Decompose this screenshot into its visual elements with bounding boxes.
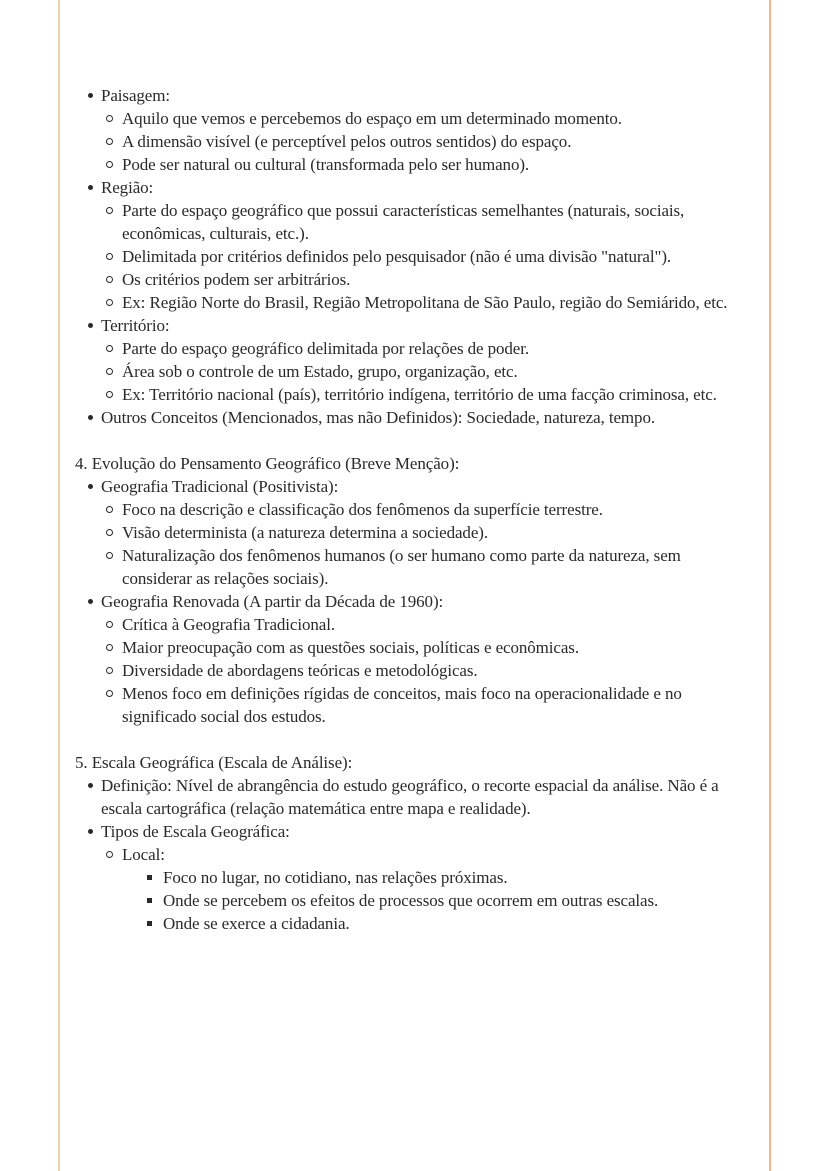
circle-bullet-icon [106, 613, 122, 628]
list-item-text: Parte do espaço geográfico delimitada por relações de poder. [122, 339, 530, 358]
list-item-text: Paisagem: [101, 86, 170, 105]
list-item-text: Ex: Região Norte do Brasil, Região Metropolitana de São Paulo, região do Semiárido, etc. [122, 293, 728, 312]
disc-bullet-icon [88, 314, 101, 328]
list-item [75, 199, 751, 245]
list-item-text: Delimitada por critérios definidos pelo pesquisador (não é uma divisão "natural"). [122, 247, 672, 266]
circle-bullet-icon [106, 130, 122, 145]
circle-bullet-icon [106, 636, 122, 651]
circle-bullet-icon [106, 383, 122, 398]
list-item-text: Região: [101, 178, 154, 197]
list-item-text: Crítica à Geografia Tradicional. [122, 615, 336, 634]
list-item-text: Território: [101, 316, 170, 335]
list-item-text: Pode ser natural ou cultural (transformada pelo ser humano). [122, 155, 530, 174]
list-item [75, 268, 751, 291]
circle-bullet-icon [106, 521, 122, 536]
list-item-text: Geografia Tradicional (Positivista): [101, 477, 339, 496]
list-item [75, 383, 751, 406]
list-item [75, 314, 751, 337]
circle-bullet-icon [106, 245, 122, 260]
circle-bullet-icon [106, 199, 122, 214]
circle-bullet-icon [106, 659, 122, 674]
list-item [75, 820, 751, 843]
list-item-text: Parte do espaço geográfico que possui características semelhantes (naturais, sociais, econômicas, culturais, etc.). [122, 201, 685, 243]
list-item-text: Foco na descrição e classificação dos fenômenos da superfície terrestre. [122, 500, 603, 519]
list-item [75, 337, 751, 360]
list-item [75, 84, 751, 107]
circle-bullet-icon [106, 544, 122, 559]
circle-bullet-icon [106, 843, 122, 858]
list-item [75, 475, 751, 498]
right-page-rule [769, 0, 771, 1171]
list-item-text: Visão determinista (a natureza determina a sociedade). [122, 523, 488, 542]
list-item-text: A dimensão visível (e perceptível pelos outros sentidos) do espaço. [122, 132, 572, 151]
list-item [75, 406, 751, 429]
square-bullet-icon [147, 866, 163, 880]
section-heading [75, 452, 751, 475]
circle-bullet-icon [106, 291, 122, 306]
circle-bullet-icon [106, 682, 122, 697]
left-page-rule [58, 0, 60, 1171]
list-item-text: Outros Conceitos (Mencionados, mas não Definidos): Sociedade, natureza, tempo. [101, 408, 655, 427]
section-heading [75, 751, 751, 774]
disc-bullet-icon [88, 820, 101, 834]
list-item [75, 682, 751, 728]
circle-bullet-icon [106, 498, 122, 513]
list-item-text: Onde se exerce a cidadania. [163, 914, 350, 933]
list-item [75, 590, 751, 613]
list-item [75, 659, 751, 682]
list-item [75, 176, 751, 199]
list-item-text: Onde se percebem os efeitos de processos que ocorrem em outras escalas. [163, 891, 659, 910]
list-item [75, 889, 751, 912]
list-item-text: Foco no lugar, no cotidiano, nas relações próximas. [163, 868, 508, 887]
list-item [75, 544, 751, 590]
disc-bullet-icon [88, 176, 101, 190]
disc-bullet-icon [88, 475, 101, 489]
list-item [75, 153, 751, 176]
list-item-text: Naturalização dos fenômenos humanos (o ser humano como parte da natureza, sem considerar as relações sociais). [122, 546, 681, 588]
list-item [75, 613, 751, 636]
list-item-text: Local: [122, 845, 165, 864]
document-body [75, 84, 751, 935]
list-item [75, 866, 751, 889]
list-item [75, 843, 751, 866]
circle-bullet-icon [106, 153, 122, 168]
list-item-text: Os critérios podem ser arbitrários. [122, 270, 351, 289]
list-item [75, 245, 751, 268]
list-item-text: Menos foco em definições rígidas de conceitos, mais foco na operacionalidade e no significado social dos estudos. [122, 684, 682, 726]
square-bullet-icon [147, 912, 163, 926]
disc-bullet-icon [88, 84, 101, 98]
list-item [75, 912, 751, 935]
circle-bullet-icon [106, 268, 122, 283]
section-heading-text: 4. Evolução do Pensamento Geográfico (Breve Menção): [75, 454, 460, 473]
list-item [75, 360, 751, 383]
list-item [75, 107, 751, 130]
circle-bullet-icon [106, 337, 122, 352]
list-item-text: Tipos de Escala Geográfica: [101, 822, 290, 841]
disc-bullet-icon [88, 590, 101, 604]
disc-bullet-icon [88, 774, 101, 788]
list-item-text: Geografia Renovada (A partir da Década de 1960): [101, 592, 444, 611]
disc-bullet-icon [88, 406, 101, 420]
list-item-text: Área sob o controle de um Estado, grupo, organização, etc. [122, 362, 518, 381]
circle-bullet-icon [106, 360, 122, 375]
list-item-text: Diversidade de abordagens teóricas e metodológicas. [122, 661, 478, 680]
list-item [75, 636, 751, 659]
list-item-text: Ex: Território nacional (país), território indígena, território de uma facção criminosa, etc. [122, 385, 717, 404]
list-item [75, 130, 751, 153]
list-item [75, 498, 751, 521]
square-bullet-icon [147, 889, 163, 903]
list-item [75, 291, 751, 314]
list-item-text: Aquilo que vemos e percebemos do espaço em um determinado momento. [122, 109, 622, 128]
section-heading-text: 5. Escala Geográfica (Escala de Análise): [75, 753, 353, 772]
list-item-text: Maior preocupação com as questões sociais, políticas e econômicas. [122, 638, 579, 657]
list-item [75, 521, 751, 544]
circle-bullet-icon [106, 107, 122, 122]
list-item-text: Definição: Nível de abrangência do estudo geográfico, o recorte espacial da análise. Não é a escala cartográfica (relação matemática entre mapa e realidade). [101, 776, 719, 818]
list-item [75, 774, 751, 820]
